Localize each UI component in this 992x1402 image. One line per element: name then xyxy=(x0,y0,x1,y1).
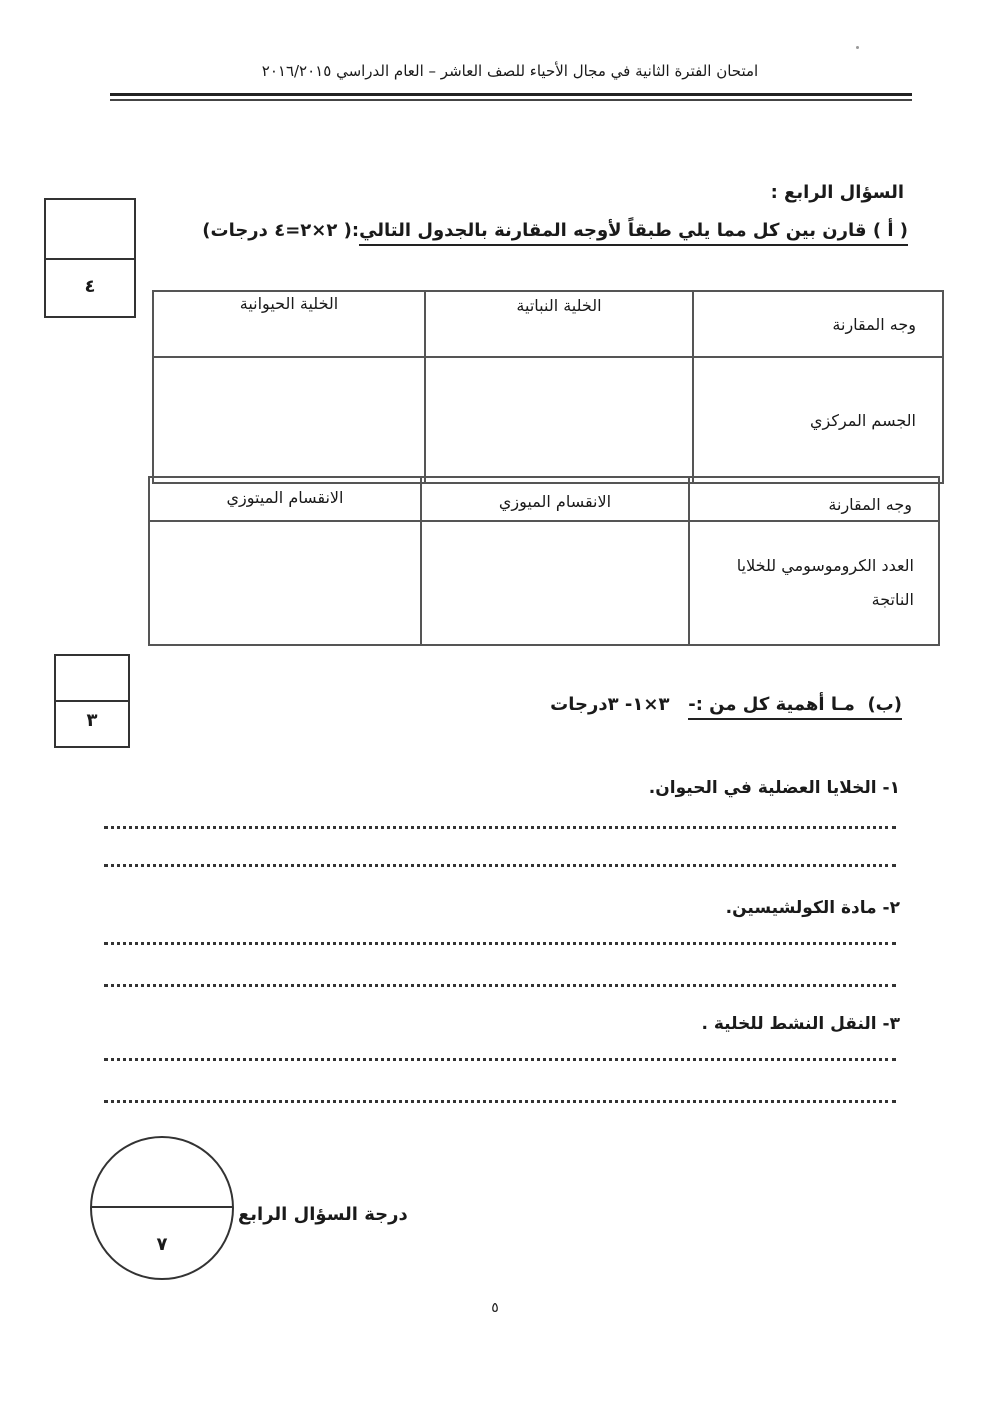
header-rule-thin xyxy=(110,99,912,101)
scan-speck xyxy=(856,46,859,49)
part-b-heading xyxy=(550,694,902,715)
row-label-chromosome-number xyxy=(689,521,939,645)
row-label-centrosome: الجسم المركزي xyxy=(693,357,943,483)
row-label-line1: العدد الكروموسومي للخلايا xyxy=(736,556,914,575)
part-b-score: ٣ xyxy=(86,710,98,731)
answer-line-1b[interactable] xyxy=(104,864,896,867)
score-box-divider xyxy=(56,700,128,702)
part-a-instruction-text: ( أ ) قارن بين كل مما يلي طبقاً لأوجه المقارنة بالجدول التالي xyxy=(359,220,908,246)
part-b-marks: ٣×١- ٣درجات xyxy=(550,694,670,715)
answer-line-2a[interactable] xyxy=(104,942,896,945)
header-mitosis-cell: الانقسام الميتوزي xyxy=(149,477,421,521)
comparison-table-division xyxy=(148,476,940,646)
page-number: ٥ xyxy=(491,1300,499,1316)
answer-cell-mitosis-chromosome[interactable] xyxy=(149,521,421,645)
part-b-item-2: ٢- مادة الكولشيسين. xyxy=(725,898,900,918)
answer-line-3a[interactable] xyxy=(104,1058,896,1061)
header-rule xyxy=(110,93,912,96)
part-a-marks: :( ٢×٢=٤ درجات) xyxy=(202,220,360,241)
header-comparison-aspect: وجه المقارنة xyxy=(693,291,943,357)
answer-cell-plant-centrosome[interactable] xyxy=(425,357,693,483)
header-comparison-aspect-2: وجه المقارنة xyxy=(689,477,939,521)
part-b-item-1: ١- الخلايا العضلية في الحيوان. xyxy=(648,778,900,798)
answer-cell-animal-centrosome[interactable] xyxy=(153,357,425,483)
question-title: السؤال الرابع : xyxy=(770,182,904,203)
row-label-line2: الناتجة xyxy=(871,590,914,609)
header-plant-cell: الخلية النباتية xyxy=(425,291,693,357)
header-animal-cell: الخلية الحيوانية xyxy=(153,291,425,357)
part-b-prefix: (ب) xyxy=(867,694,902,715)
comparison-table-cells xyxy=(152,290,944,484)
answer-line-1a[interactable] xyxy=(104,826,896,829)
part-a-score: ٤ xyxy=(84,276,96,297)
total-score: ٧ xyxy=(156,1234,168,1255)
score-circle-divider xyxy=(92,1206,232,1208)
part-b-question-text xyxy=(688,694,902,720)
part-b-item-3: ٣- النقل النشط للخلية . xyxy=(701,1014,900,1034)
answer-line-3b[interactable] xyxy=(104,1100,896,1103)
answer-line-2b[interactable] xyxy=(104,984,896,987)
total-score-circle xyxy=(90,1136,234,1280)
header-meiosis-cell: الانقسام الميوزي xyxy=(421,477,689,521)
part-a-instruction xyxy=(202,220,908,241)
answer-cell-meiosis-chromosome[interactable] xyxy=(421,521,689,645)
part-b-score-box xyxy=(54,654,130,748)
exam-header-title: امتحان الفترة الثانية في مجال الأحياء للصف العاشر – العام الدراسي ٢٠١٦/٢٠١٥ xyxy=(261,62,759,80)
part-a-score-box xyxy=(44,198,136,318)
total-score-label: درجة السؤال الرابع xyxy=(238,1204,408,1225)
score-box-divider xyxy=(46,258,134,260)
part-b-question: مـا أهمية كل من :- xyxy=(688,694,855,715)
